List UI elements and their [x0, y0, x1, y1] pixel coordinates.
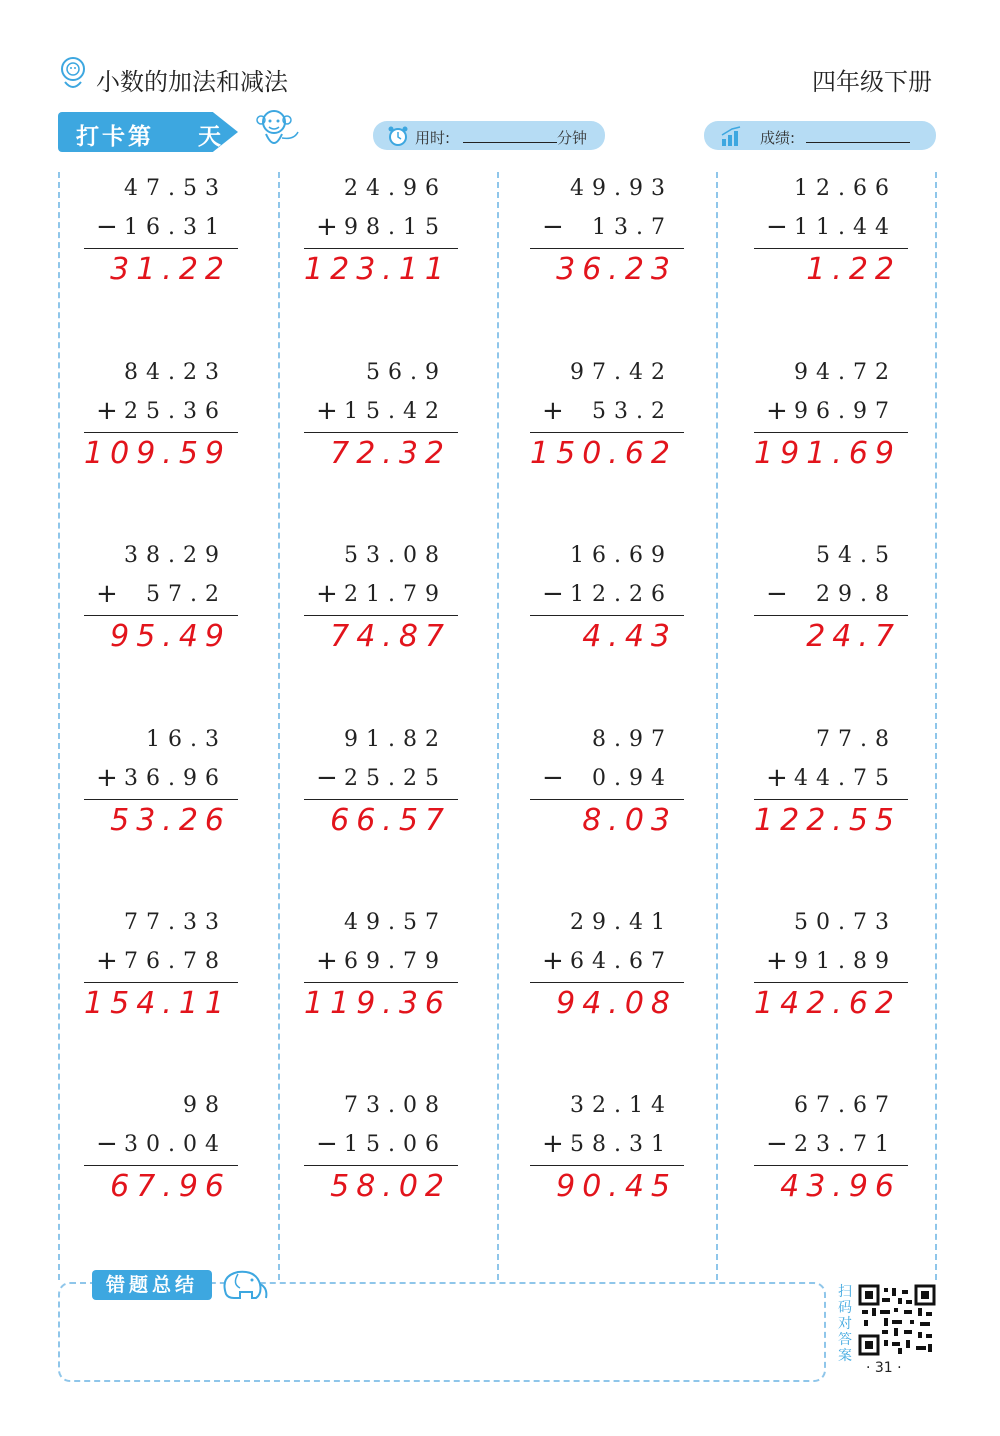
problem-block [528, 172, 703, 322]
minus-sign: − [316, 763, 338, 793]
answer-line [84, 982, 238, 983]
handwritten-answer[interactable]: 123.11 [304, 252, 451, 287]
minuend-number: 77.33 [124, 910, 227, 935]
handwritten-answer[interactable]: 154.11 [84, 986, 231, 1021]
checkin-label: 打卡第 天 [76, 124, 225, 150]
subtrahend-number: 96.97 [794, 399, 897, 424]
score-blank[interactable] [806, 127, 910, 143]
minuend-number: 91.82 [344, 727, 447, 752]
minuend-number: 77.8 [816, 727, 897, 752]
handwritten-answer[interactable]: 150.62 [530, 436, 677, 471]
plus-sign: + [316, 396, 338, 426]
time-unit: 分钟 [557, 129, 588, 147]
plus-sign: + [542, 396, 564, 426]
subtrahend-number: 25.36 [124, 399, 227, 424]
problem-block [82, 723, 257, 873]
handwritten-answer[interactable]: 191.69 [754, 436, 901, 471]
minuend-number: 67.67 [794, 1093, 897, 1118]
minuend-number: 94.72 [794, 360, 897, 385]
subtrahend-number: 21.79 [344, 582, 447, 607]
handwritten-answer[interactable]: 94.08 [556, 986, 677, 1021]
handwritten-answer[interactable]: 43.96 [780, 1169, 901, 1204]
minuend-number: 56.9 [366, 360, 447, 385]
column-divider [58, 172, 60, 1280]
time-blank[interactable] [463, 127, 557, 143]
minuend-number: 73.08 [344, 1093, 447, 1118]
plus-sign: + [766, 763, 788, 793]
handwritten-answer[interactable]: 109.59 [84, 436, 231, 471]
minus-sign: − [542, 763, 564, 793]
answer-line [530, 615, 684, 616]
time-field [373, 121, 605, 150]
minus-sign: − [96, 212, 118, 242]
scan-answer-label: 扫码对答案 [838, 1284, 852, 1364]
subtrahend-number: 98.15 [344, 215, 447, 240]
plus-sign: + [96, 396, 118, 426]
minuend-number: 54.5 [816, 543, 897, 568]
score-field [704, 121, 936, 150]
problem-block [82, 356, 257, 506]
answer-line [754, 432, 908, 433]
subtrahend-number: 16.31 [124, 215, 227, 240]
minus-sign: − [542, 579, 564, 609]
plus-sign: + [316, 579, 338, 609]
plus-sign: + [96, 579, 118, 609]
problem-block [302, 723, 477, 873]
problem-block [752, 906, 927, 1056]
handwritten-answer[interactable]: 119.36 [304, 986, 451, 1021]
answer-line [84, 248, 238, 249]
minuend-number: 32.14 [570, 1093, 673, 1118]
answer-line [530, 1165, 684, 1166]
problem-block [752, 723, 927, 873]
handwritten-answer[interactable]: 1.22 [806, 252, 901, 287]
minuend-number: 16.3 [146, 727, 227, 752]
answer-line [84, 615, 238, 616]
answer-line [304, 982, 458, 983]
problem-block [528, 906, 703, 1056]
column-divider [497, 172, 499, 1280]
answer-line [754, 248, 908, 249]
alarm-clock-icon [387, 125, 409, 147]
handwritten-answer[interactable]: 36.23 [556, 252, 677, 287]
subtrahend-number: 69.79 [344, 949, 447, 974]
answer-line [84, 1165, 238, 1166]
plus-sign: + [96, 763, 118, 793]
column-divider [935, 172, 937, 1280]
plus-sign: + [316, 212, 338, 242]
elephant-mascot-icon [216, 1264, 270, 1304]
minuend-number: 47.53 [124, 176, 227, 201]
monkey-mascot-icon [248, 106, 304, 156]
minuend-number: 38.29 [124, 543, 227, 568]
minus-sign: − [542, 212, 564, 242]
time-label: 用时: [415, 129, 451, 147]
subtrahend-number: 0.94 [592, 766, 673, 791]
plus-sign: + [542, 946, 564, 976]
subtrahend-number: 15.42 [344, 399, 447, 424]
minuend-number: 49.57 [344, 910, 447, 935]
answer-line [304, 615, 458, 616]
subtrahend-number: 57.2 [146, 582, 227, 607]
problem-block [528, 1089, 703, 1239]
answer-line [304, 248, 458, 249]
grade-label: 四年级下册 [812, 68, 932, 96]
answer-line [304, 432, 458, 433]
subtrahend-number: 58.31 [570, 1132, 673, 1157]
plus-sign: + [96, 946, 118, 976]
minuend-number: 49.93 [570, 176, 673, 201]
handwritten-answer[interactable]: 142.62 [754, 986, 901, 1021]
answer-line [530, 248, 684, 249]
problem-block [302, 172, 477, 322]
answer-line [530, 982, 684, 983]
answer-line [754, 615, 908, 616]
handwritten-answer[interactable]: 72.32 [330, 436, 451, 471]
score-label: 成绩: [760, 129, 796, 147]
answer-line [304, 799, 458, 800]
handwritten-answer[interactable]: 8.03 [582, 803, 677, 838]
subtrahend-number: 30.04 [124, 1132, 227, 1157]
answer-line [754, 982, 908, 983]
problem-block [82, 539, 257, 689]
page-number: · 31 · [866, 1360, 902, 1376]
handwritten-answer[interactable]: 95.49 [110, 619, 231, 654]
bar-chart-icon [720, 125, 746, 147]
lion-mascot-icon [58, 56, 88, 92]
handwritten-answer[interactable]: 24.7 [806, 619, 901, 654]
subtrahend-number: 76.78 [124, 949, 227, 974]
checkin-banner [58, 112, 238, 152]
answer-line [304, 1165, 458, 1166]
minuend-number: 98 [183, 1093, 227, 1118]
minuend-number: 8.97 [592, 727, 673, 752]
minuend-number: 53.08 [344, 543, 447, 568]
problem-block [752, 539, 927, 689]
minus-sign: − [96, 1129, 118, 1159]
minus-sign: − [766, 1129, 788, 1159]
handwritten-answer[interactable]: 122.55 [754, 803, 901, 838]
problem-block [302, 906, 477, 1056]
answer-line [530, 799, 684, 800]
plus-sign: + [316, 946, 338, 976]
problem-block [82, 1089, 257, 1239]
subtrahend-number: 25.25 [344, 766, 447, 791]
qr-code-icon[interactable] [858, 1284, 936, 1356]
minuend-number: 50.73 [794, 910, 897, 935]
answer-line [754, 799, 908, 800]
subtrahend-number: 44.75 [794, 766, 897, 791]
answer-line [754, 1165, 908, 1166]
subtrahend-number: 29.8 [816, 582, 897, 607]
problem-block [528, 356, 703, 506]
page-title: 小数的加法和减法 [96, 68, 288, 96]
handwritten-answer[interactable]: 31.22 [110, 252, 231, 287]
subtrahend-number: 12.26 [570, 582, 673, 607]
problem-block [528, 539, 703, 689]
handwritten-answer[interactable]: 53.26 [110, 803, 231, 838]
minuend-number: 97.42 [570, 360, 673, 385]
subtrahend-number: 11.44 [794, 215, 897, 240]
problem-block [302, 539, 477, 689]
minuend-number: 84.23 [124, 360, 227, 385]
error-summary-label: 错题总结 [92, 1270, 212, 1300]
minus-sign: − [766, 579, 788, 609]
problem-block [82, 172, 257, 322]
handwritten-answer[interactable]: 4.43 [582, 619, 677, 654]
handwritten-answer[interactable]: 67.96 [110, 1169, 231, 1204]
column-divider [278, 172, 280, 1280]
problem-block [752, 356, 927, 506]
minuend-number: 16.69 [570, 543, 673, 568]
problem-block [528, 723, 703, 873]
minuend-number: 12.66 [794, 176, 897, 201]
plus-sign: + [542, 1129, 564, 1159]
problem-block [302, 356, 477, 506]
minuend-number: 29.41 [570, 910, 673, 935]
handwritten-answer[interactable]: 66.57 [330, 803, 451, 838]
handwritten-answer[interactable]: 90.45 [556, 1169, 677, 1204]
subtrahend-number: 53.2 [592, 399, 673, 424]
subtrahend-number: 13.7 [592, 215, 673, 240]
minuend-number: 24.96 [344, 176, 447, 201]
minus-sign: − [766, 212, 788, 242]
problem-block [752, 172, 927, 322]
answer-line [84, 799, 238, 800]
problem-block [302, 1089, 477, 1239]
subtrahend-number: 15.06 [344, 1132, 447, 1157]
subtrahend-number: 36.96 [124, 766, 227, 791]
answer-line [84, 432, 238, 433]
handwritten-answer[interactable]: 58.02 [330, 1169, 451, 1204]
subtrahend-number: 23.71 [794, 1132, 897, 1157]
problem-block [752, 1089, 927, 1239]
column-divider [716, 172, 718, 1280]
subtrahend-number: 91.89 [794, 949, 897, 974]
problem-block [82, 906, 257, 1056]
answer-line [530, 432, 684, 433]
handwritten-answer[interactable]: 74.87 [330, 619, 451, 654]
plus-sign: + [766, 396, 788, 426]
subtrahend-number: 64.67 [570, 949, 673, 974]
plus-sign: + [766, 946, 788, 976]
minus-sign: − [316, 1129, 338, 1159]
